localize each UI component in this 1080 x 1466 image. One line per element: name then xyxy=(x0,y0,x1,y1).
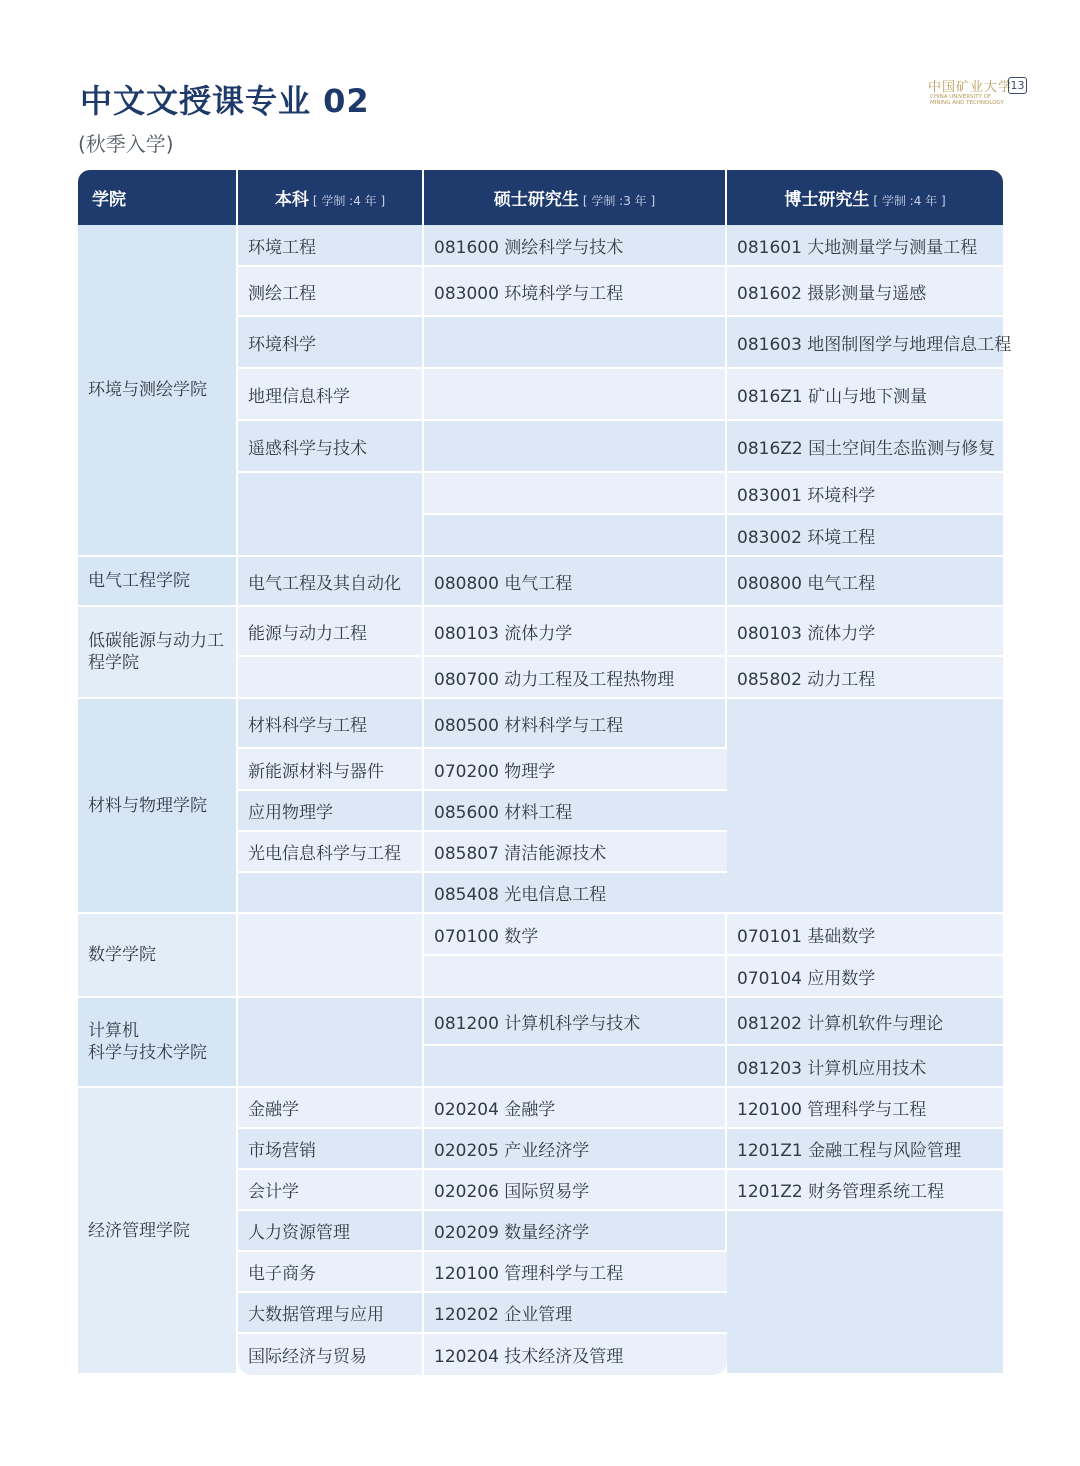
doctor-cell: 081603 地图制图学与地理信息工程 xyxy=(727,317,1003,369)
master-cell: 120100 管理科学与工程 xyxy=(424,1252,727,1293)
university-logo xyxy=(928,76,1028,112)
master-cell: 085600 材料工程 xyxy=(424,791,727,832)
master-cell: 085408 光电信息工程 xyxy=(424,873,727,914)
master-cell: 070100 数学 xyxy=(424,914,727,956)
header-master: 硕士研究生 [ 学制 :3 年 ] xyxy=(424,170,727,225)
bachelor-cell xyxy=(238,473,424,557)
program-table xyxy=(78,170,1012,1375)
bachelor-cell xyxy=(238,873,424,914)
master-cell xyxy=(424,421,727,473)
master-cell xyxy=(424,317,727,369)
master-cell: 083000 环境科学与工程 xyxy=(424,267,727,317)
bachelor-cell xyxy=(238,914,424,998)
bachelor-cell: 能源与动力工程 xyxy=(238,607,424,657)
table-row xyxy=(78,699,1003,749)
college-cell: 电气工程学院 xyxy=(78,557,238,607)
college-cell: 经济管理学院 xyxy=(78,1088,238,1375)
college-cell: 计算机 科学与技术学院 xyxy=(78,998,238,1088)
bachelor-cell: 电气工程及其自动化 xyxy=(238,557,424,607)
bachelor-cell: 测绘工程 xyxy=(238,267,424,317)
college-cell: 材料与物理学院 xyxy=(78,699,238,914)
master-cell: 080103 流体力学 xyxy=(424,607,727,657)
doctor-cell: 083001 环境科学 xyxy=(727,473,1003,515)
master-cell: 120204 技术经济及管理 xyxy=(424,1334,727,1375)
page-subtitle: (秋季入学) xyxy=(78,132,174,156)
table-row xyxy=(78,914,1003,956)
master-cell: 081200 计算机科学与技术 xyxy=(424,998,727,1046)
logo-english-name: CHINA UNIVERSITY OF MINING AND TECHNOLOGY xyxy=(930,94,1004,106)
bachelor-cell: 环境科学 xyxy=(238,317,424,369)
bachelor-cell: 国际经济与贸易 xyxy=(238,1334,424,1375)
doctor-cell: 085802 动力工程 xyxy=(727,657,1003,699)
master-cell xyxy=(424,515,727,557)
table-header-row xyxy=(78,170,1003,225)
doctor-cell: 1201Z1 金融工程与风险管理 xyxy=(727,1129,1003,1170)
header-bachelor: 本科 [ 学制 :4 年 ] xyxy=(238,170,424,225)
master-cell: 081600 测绘科学与技术 xyxy=(424,225,727,267)
bachelor-cell: 金融学 xyxy=(238,1088,424,1129)
bachelor-cell xyxy=(238,998,424,1088)
doctor-cell: 1201Z2 财务管理系统工程 xyxy=(727,1170,1003,1211)
doctor-cell: 081602 摄影测量与遥感 xyxy=(727,267,1003,317)
master-cell: 070200 物理学 xyxy=(424,749,727,791)
doctor-cell: 070101 基础数学 xyxy=(727,914,1003,956)
master-cell: 120202 企业管理 xyxy=(424,1293,727,1334)
table-row xyxy=(78,998,1003,1046)
master-cell: 020209 数量经济学 xyxy=(424,1211,727,1252)
master-cell xyxy=(424,1046,727,1088)
doctor-cell: 070104 应用数学 xyxy=(727,956,1003,998)
doctor-cell: 080103 流体力学 xyxy=(727,607,1003,657)
header-college: 学院 xyxy=(78,170,238,225)
master-cell: 080700 动力工程及工程热物理 xyxy=(424,657,727,699)
doctor-cell: 080800 电气工程 xyxy=(727,557,1003,607)
bachelor-cell: 环境工程 xyxy=(238,225,424,267)
doctor-cell xyxy=(727,1211,1003,1375)
master-cell xyxy=(424,956,727,998)
doctor-cell: 083002 环境工程 xyxy=(727,515,1003,557)
bachelor-cell: 人力资源管理 xyxy=(238,1211,424,1252)
bachelor-cell: 遥感科学与技术 xyxy=(238,421,424,473)
bachelor-cell: 市场营销 xyxy=(238,1129,424,1170)
master-cell: 080800 电气工程 xyxy=(424,557,727,607)
table-row xyxy=(78,557,1003,607)
doctor-cell: 081601 大地测量学与测量工程 xyxy=(727,225,1003,267)
master-cell: 020205 产业经济学 xyxy=(424,1129,727,1170)
bachelor-cell: 会计学 xyxy=(238,1170,424,1211)
master-cell: 020204 金融学 xyxy=(424,1088,727,1129)
table-row xyxy=(78,225,1003,267)
bachelor-cell: 大数据管理与应用 xyxy=(238,1293,424,1334)
table-row xyxy=(78,1088,1003,1129)
page-title: 中文文授课专业 02 xyxy=(80,82,370,120)
master-cell: 020206 国际贸易学 xyxy=(424,1170,727,1211)
table-row xyxy=(78,607,1003,657)
bachelor-cell: 电子商务 xyxy=(238,1252,424,1293)
doctor-cell: 0816Z1 矿山与地下测量 xyxy=(727,369,1003,421)
college-cell: 低碳能源与动力工程学院 xyxy=(78,607,238,699)
doctor-cell: 081202 计算机软件与理论 xyxy=(727,998,1003,1046)
doctor-cell: 0816Z2 国土空间生态监测与修复 xyxy=(727,421,1003,473)
header-doctor: 博士研究生 [ 学制 :4 年 ] xyxy=(727,170,1003,225)
doctor-cell: 120100 管理科学与工程 xyxy=(727,1088,1003,1129)
bachelor-cell: 光电信息科学与工程 xyxy=(238,832,424,873)
doctor-cell xyxy=(727,699,1003,914)
bachelor-cell: 新能源材料与器件 xyxy=(238,749,424,791)
master-cell: 085807 清洁能源技术 xyxy=(424,832,727,873)
master-cell xyxy=(424,369,727,421)
master-cell xyxy=(424,473,727,515)
bachelor-cell: 应用物理学 xyxy=(238,791,424,832)
college-cell: 环境与测绘学院 xyxy=(78,225,238,557)
master-cell: 080500 材料科学与工程 xyxy=(424,699,727,749)
bachelor-cell: 材料科学与工程 xyxy=(238,699,424,749)
bachelor-cell xyxy=(238,657,424,699)
college-cell: 数学学院 xyxy=(78,914,238,998)
logo-chinese-name: 中国矿业大学 xyxy=(928,80,1013,95)
bachelor-cell: 地理信息科学 xyxy=(238,369,424,421)
doctor-cell: 081203 计算机应用技术 xyxy=(727,1046,1003,1088)
page-number: 13 xyxy=(1008,77,1027,94)
